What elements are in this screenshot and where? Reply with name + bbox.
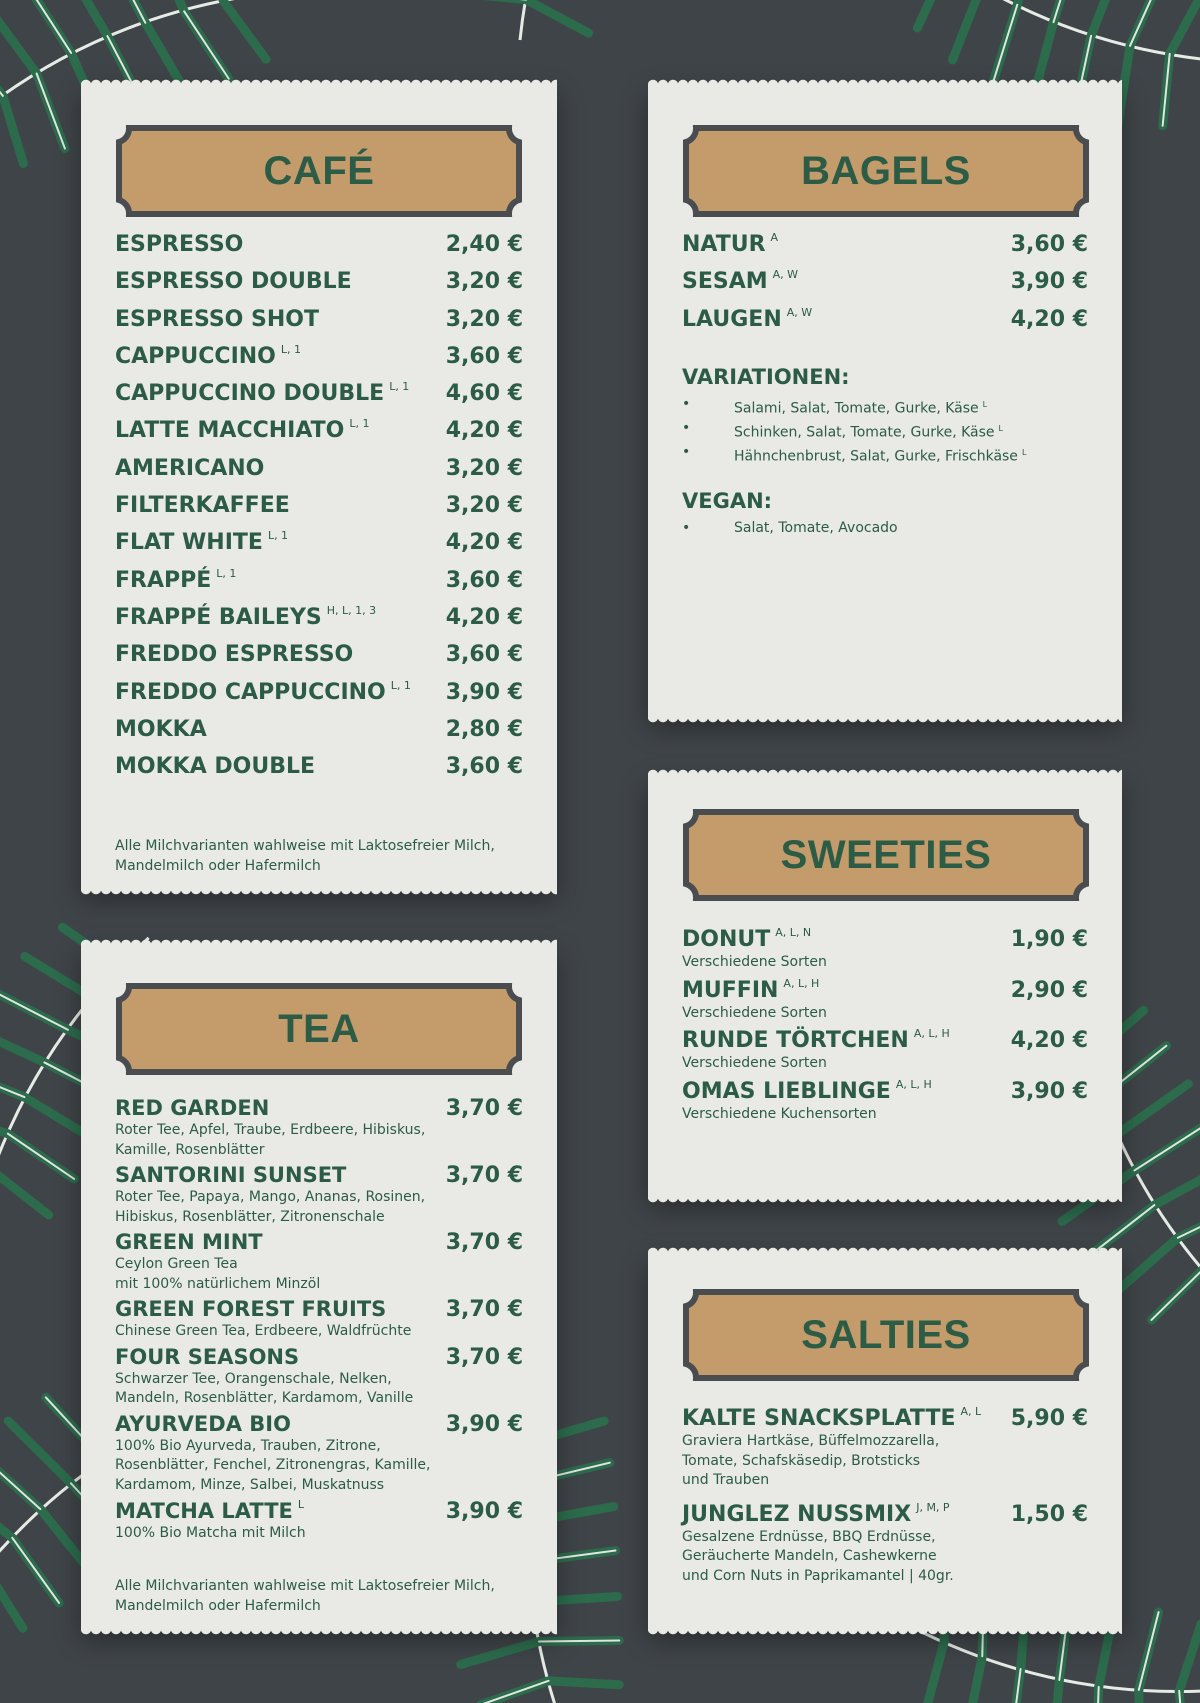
menu-item bbox=[115, 268, 523, 305]
item-price: 2,80 € bbox=[445, 716, 523, 742]
item-name: AMERICANO bbox=[115, 455, 265, 481]
menu-item bbox=[115, 1345, 523, 1409]
item-name: NATUR $^A$ bbox=[682, 231, 779, 257]
item-name: MUFFIN $^{A, L, H}$ bbox=[682, 976, 820, 1003]
item-name: ESPRESSO DOUBLE bbox=[115, 269, 352, 295]
item-name: RED GARDEN bbox=[115, 1096, 270, 1120]
cafe-card bbox=[81, 84, 557, 890]
menu-item bbox=[115, 567, 523, 604]
menu-item bbox=[115, 1163, 523, 1227]
item-name: LATTE MACCHIATO $^{L, 1}$ bbox=[115, 417, 370, 444]
item-price: 2,40 € bbox=[445, 232, 523, 257]
menu-item bbox=[115, 1498, 523, 1544]
variations-heading: VARIATIONEN: bbox=[682, 364, 850, 389]
item-name: FILTERKAFFEE bbox=[115, 493, 290, 519]
list-item: • Salami, Salat, Tomate, Gurke, Käse $^L$ bbox=[682, 395, 1088, 419]
menu-item bbox=[682, 1405, 1088, 1491]
item-description: Graviera Hartkäse, Büffelmozzarella, Tomate, Schafskäsedip, Brotsticks und Trauben bbox=[682, 1433, 940, 1488]
menu-item bbox=[115, 641, 523, 678]
item-description: Verschiedene Sorten bbox=[682, 1004, 827, 1021]
item-name: FRAPPÉ $^{L, 1}$ bbox=[115, 566, 237, 593]
menu-item bbox=[115, 380, 523, 417]
menu-item bbox=[115, 455, 523, 492]
item-name: OMAS LIEBLINGE $^{A, L, H}$ bbox=[682, 1077, 932, 1104]
variations-list bbox=[682, 395, 1088, 467]
item-price: 4,20 € bbox=[1010, 306, 1088, 332]
item-description: 100% Bio Ayurveda, Trauben, Zitrone, Rosenblätter, Fenchel, Zitronengras, Kamille, Kardamom, Minze, Salbei, Muskatnuss bbox=[115, 1437, 431, 1493]
sweeties-title: SWEETIES bbox=[780, 832, 992, 877]
milk-note: Alle Milchvarianten wahlweise mit Laktosefreier Milch, Mandelmilch oder Hafermilch bbox=[115, 1578, 495, 1614]
item-name: ESPRESSO bbox=[115, 232, 244, 257]
list-item: • Schinken, Salat, Tomate, Gurke, Käse $^L$ bbox=[682, 419, 1088, 443]
item-price: 3,90 € bbox=[1010, 1078, 1088, 1104]
item-description: Ceylon Green Tea mit 100% natürlichem Minzöl bbox=[115, 1256, 321, 1292]
menu-item bbox=[682, 306, 1088, 343]
menu-item bbox=[682, 1078, 1088, 1125]
menu-item bbox=[682, 926, 1088, 973]
item-name: FREDDO ESPRESSO bbox=[115, 642, 354, 668]
item-description: Schwarzer Tee, Orangenschale, Nelken, Mandeln, Rosenblätter, Kardamom, Vanille bbox=[115, 1370, 414, 1406]
item-name: ESPRESSO SHOT bbox=[115, 306, 319, 332]
item-price: 3,60 € bbox=[445, 567, 523, 593]
list-item: • Salat, Tomate, Avocado bbox=[682, 519, 1088, 539]
menu-item bbox=[682, 1027, 1088, 1074]
menu-item bbox=[682, 231, 1088, 268]
item-name: LAUGEN $^{A, W}$ bbox=[682, 305, 813, 332]
item-price: 3,90 € bbox=[445, 1499, 523, 1524]
item-price: 3,70 € bbox=[445, 1096, 523, 1121]
bagels-card bbox=[648, 84, 1122, 718]
item-price: 4,20 € bbox=[445, 604, 523, 630]
menu-item bbox=[682, 1501, 1088, 1587]
item-name: FRAPPÉ BAILEYS $^{H, L, 1, 3}$ bbox=[115, 603, 377, 630]
item-name: KALTE SNACKSPLATTE $^{A, L}$ bbox=[682, 1405, 982, 1431]
cafe-banner bbox=[115, 124, 523, 218]
item-price: 4,20 € bbox=[445, 530, 523, 556]
item-price: 3,70 € bbox=[445, 1230, 523, 1255]
menu-item bbox=[115, 306, 523, 343]
menu-item bbox=[115, 1230, 523, 1294]
milk-note: Alle Milchvarianten wahlweise mit Laktosefreier Milch, Mandelmilch oder Hafermilch bbox=[115, 838, 495, 874]
item-description: Verschiedene Sorten bbox=[682, 1055, 827, 1071]
item-price: 3,20 € bbox=[445, 493, 523, 519]
tea-banner bbox=[115, 982, 523, 1076]
item-name: GREEN FOREST FRUITS bbox=[115, 1297, 387, 1321]
menu-item bbox=[115, 1412, 523, 1496]
bagels-title: BAGELS bbox=[801, 148, 971, 193]
menu-item bbox=[115, 343, 523, 380]
list-item: • Hähnchenbrust, Salat, Gurke, Frischkäse $^L$ bbox=[682, 443, 1088, 467]
item-description: Verschiedene Sorten bbox=[682, 954, 827, 970]
item-price: 3,70 € bbox=[445, 1297, 523, 1322]
item-price: 3,90 € bbox=[1010, 269, 1088, 295]
item-name: FLAT WHITE $^{L, 1}$ bbox=[115, 529, 289, 556]
item-price: 3,20 € bbox=[445, 455, 523, 481]
item-price: 4,20 € bbox=[1010, 1028, 1088, 1053]
item-description: Roter Tee, Apfel, Traube, Erdbeere, Hibiskus, Kamille, Rosenblätter bbox=[115, 1122, 426, 1158]
item-name: FOUR SEASONS bbox=[115, 1344, 300, 1369]
salties-card bbox=[648, 1252, 1122, 1630]
item-price: 3,60 € bbox=[1010, 232, 1088, 257]
item-price: 5,90 € bbox=[1010, 1406, 1088, 1431]
sweeties-banner bbox=[682, 808, 1090, 902]
item-name: SESAM $^{A, W}$ bbox=[682, 268, 799, 295]
salties-title: SALTIES bbox=[801, 1312, 971, 1357]
sweeties-card bbox=[648, 774, 1122, 1198]
menu-item bbox=[115, 492, 523, 529]
item-description: Verschiedene Kuchensorten bbox=[682, 1105, 877, 1122]
vegan-list bbox=[682, 519, 1088, 539]
item-name: RUNDE TÖRTCHEN $^{A, L, H}$ bbox=[682, 1027, 950, 1053]
item-name: CAPPUCCINO $^{L, 1}$ bbox=[115, 342, 301, 369]
item-name: GREEN MINT bbox=[115, 1230, 263, 1254]
tea-card bbox=[81, 944, 557, 1630]
item-price: 2,90 € bbox=[1010, 977, 1088, 1003]
item-description: 100% Bio Matcha mit Milch bbox=[115, 1525, 306, 1541]
menu-item bbox=[115, 604, 523, 641]
item-name: MOKKA DOUBLE bbox=[115, 754, 316, 780]
item-name: JUNGLEZ NUSSMIX $^{J, M, P}$ bbox=[682, 1500, 950, 1527]
item-price: 3,20 € bbox=[445, 269, 523, 295]
item-price: 4,20 € bbox=[445, 418, 523, 444]
item-description: Chinese Green Tea, Erdbeere, Waldfrüchte bbox=[115, 1323, 412, 1339]
tea-title: TEA bbox=[278, 1006, 360, 1051]
item-price: 1,50 € bbox=[1010, 1501, 1088, 1527]
item-price: 4,60 € bbox=[445, 381, 523, 407]
item-price: 3,60 € bbox=[445, 343, 523, 369]
bagels-banner bbox=[682, 124, 1090, 218]
item-price: 3,70 € bbox=[445, 1163, 523, 1188]
item-name: MATCHA LATTE $^L$ bbox=[115, 1498, 305, 1523]
item-name: DONUT $^{A, L, N}$ bbox=[682, 926, 812, 952]
menu-item bbox=[115, 1096, 523, 1160]
menu-item bbox=[682, 268, 1088, 305]
menu-item bbox=[115, 679, 523, 716]
item-price: 3,60 € bbox=[445, 754, 523, 780]
item-price: 1,90 € bbox=[1010, 927, 1088, 952]
item-name: FREDDO CAPPUCCINO $^{L, 1}$ bbox=[115, 678, 411, 705]
item-description: Gesalzene Erdnüsse, BBQ Erdnüsse, Geräucherte Mandeln, Cashewkerne und Corn Nuts in Paprikamantel | 40gr. bbox=[682, 1528, 954, 1584]
item-price: 3,90 € bbox=[445, 1411, 523, 1437]
menu-item bbox=[115, 753, 523, 790]
item-name: MOKKA bbox=[115, 716, 207, 742]
menu-item bbox=[115, 231, 523, 268]
item-name: SANTORINI SUNSET bbox=[115, 1163, 347, 1187]
item-price: 3,60 € bbox=[445, 642, 523, 668]
menu-item bbox=[115, 417, 523, 454]
salties-banner bbox=[682, 1288, 1090, 1382]
cafe-title: CAFÉ bbox=[263, 148, 375, 193]
menu-item bbox=[682, 977, 1088, 1024]
item-name: AYURVEDA BIO bbox=[115, 1411, 291, 1436]
item-price: 3,90 € bbox=[445, 679, 523, 705]
item-price: 3,70 € bbox=[445, 1344, 523, 1370]
menu-item bbox=[115, 529, 523, 566]
item-name: CAPPUCCINO DOUBLE $^{L, 1}$ bbox=[115, 380, 410, 407]
menu-item bbox=[115, 1297, 523, 1342]
vegan-heading: VEGAN: bbox=[682, 489, 773, 514]
menu-item bbox=[115, 716, 523, 753]
item-description: Roter Tee, Papaya, Mango, Ananas, Rosinen, Hibiskus, Rosenblätter, Zitronenschale bbox=[115, 1189, 426, 1225]
item-price: 3,20 € bbox=[445, 306, 523, 332]
